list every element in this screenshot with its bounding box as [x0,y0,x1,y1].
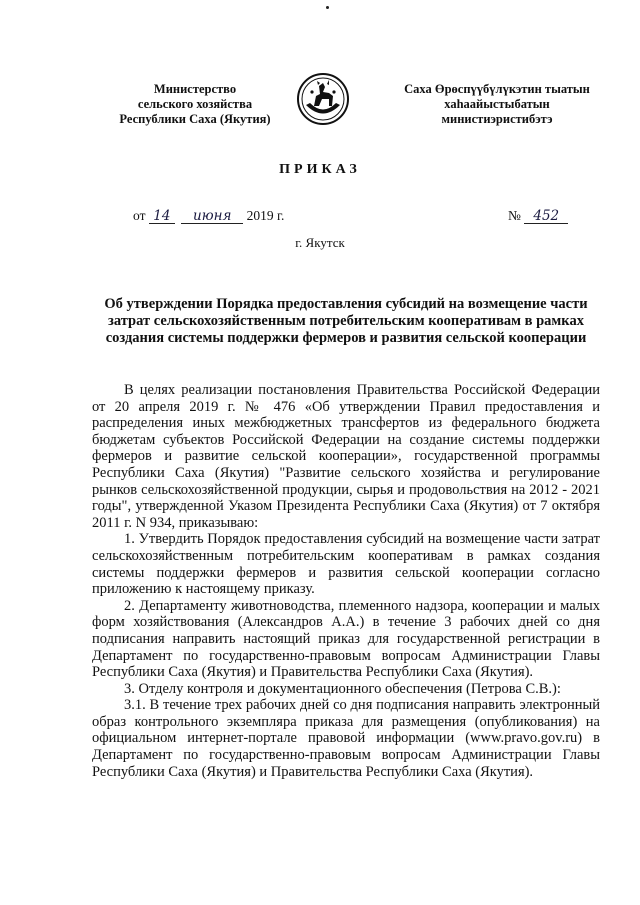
ministry-name-yakut [372,82,622,127]
ministry-line: Министерство [153,82,237,96]
ministry-name-russian [100,82,290,127]
order-date [133,208,284,224]
date-day: 14 [149,209,175,224]
ministry-line: Саха Өрөспүүбүлүкэтин тыатын [404,82,590,96]
date-prefix: от [133,208,146,223]
scan-speck [326,6,329,9]
ministry-line: Республики Саха (Якутия) [119,112,271,126]
number-value: 452 [524,209,568,224]
order-heading: Об утверждении Порядка предоставления субсидий на возмещение части затрат сельскохозяйственным потребительским кооперативам в рамках создания системы поддержки фермеров и развития сельской кооперации [104,296,588,346]
clause-paragraph: 1. Утвердить Порядок предоставления субсидий на возмещение части затрат сельскохозяйственным потребительским кооперативам в рамках создания системы поддержки фермеров и развития сельской кооперации согласно приложению к настоящему приказу. [92,531,600,598]
clause-paragraph: 2. Департаменту животноводства, племенного надзора, кооперации и малых форм хозяйствования (Александров А.А.) в течение 3 рабочих дней со дня подписания направить настоящий приказ для государственной регистрации в Департамент по государственно-правовым вопросам Администрации Главы Республики Саха (Якутия) и Правительства Республики Саха (Якутия). [92,597,600,681]
ministry-line: хаһаайыстыбатын [444,97,550,111]
coat-of-arms-emblem [296,72,350,126]
clause-paragraph: 3.1. В течение трех рабочих дней со дня подписания направить электронный образ контрольного экземпляра приказа для размещения (опубликования) на официальном интернет-портале правовой информации (www.pravo.gov.ru) в Департамент по государственно-правовым вопросам Администрации Главы Республики Саха (Якутия) и Правительства Республики Саха (Якутия). [92,697,600,780]
number-prefix: № [508,208,521,223]
city: г. Якутск [295,235,345,250]
ministry-line: сельского хозяйства [137,97,253,111]
date-year: 2019 г. [246,208,285,223]
date-month: июня [181,209,243,224]
order-number [508,208,568,224]
preamble-paragraph: В целях реализации постановления Правительства Российской Федерации от 20 апреля 2019 г. № 476 «Об утверждении Правил предоставления и распределения иных межбюджетных трансфертов из федерального бюджета бюджетам субъектов Российской Федерации на создание системы поддержки фермеров и развитие сельской кооперации», государственной программы Республики Саха (Якутия) "Развитие сельского хозяйства и регулирование рынков сельскохозяйственной продукции, сырья и продовольствия на 2012 - 2021 годы", утвержденной Указом Президента Республики Саха (Якутия) от 7 октября 2011 г. N 934, приказываю: [92,382,600,531]
clause-paragraph: 3. Отделу контроля и документационного обеспечения (Петрова С.В.): [124,680,561,697]
order-title: ПРИКАЗ [279,162,361,177]
order-body [92,382,600,780]
ministry-line: министиэристибэтэ [441,112,553,126]
